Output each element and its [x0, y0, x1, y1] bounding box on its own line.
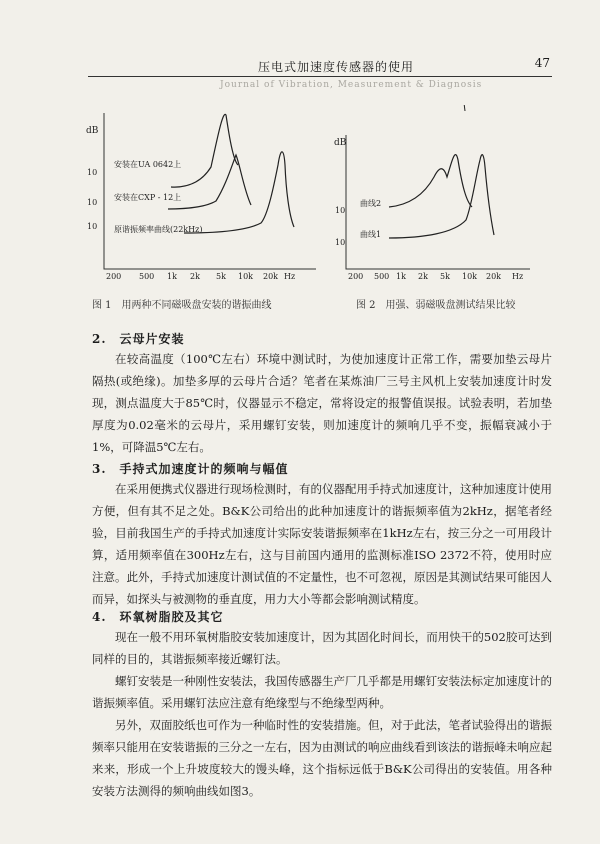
- paragraph: 另外，双面胶纸也可作为一种临时性的安装措施。但，对于此法，笔者试验得出的谐振频率只能用在安装谐振的三分之一左右，因为由测试的响应曲线看到该法的谐振峰未响应起来来，形成一个上升坡度较大的馒头峰，这个指标远低于B&K公司得出的安装值。用各种安装方法测得的频响曲线如图3。: [92, 718, 552, 798]
- figure-1-xtick: 2k: [190, 272, 200, 281]
- figure-2-xtick: 10k: [462, 272, 478, 281]
- figure-1-curve-label: 安装在UA 0642上: [114, 160, 182, 169]
- bleed-through-text: Journal of Vibration, Measurement & Diagnosis: [220, 80, 483, 90]
- figure-2-curve-label: 曲线2: [360, 199, 382, 208]
- figure-2-xtick: 1k: [396, 272, 406, 281]
- figure-1-xtick: 200: [106, 272, 122, 281]
- page-number: 47: [534, 56, 550, 70]
- figure-1-curve-label: 原谐振频率曲线(22kHz): [114, 225, 203, 234]
- figure-1-ytick: 10: [87, 222, 98, 231]
- section-body: [92, 348, 552, 458]
- figure-2-caption: 图 2 用强、弱磁吸盘测试结果比较: [356, 300, 516, 311]
- figure-2-ylabel: dB: [334, 138, 347, 148]
- figure-1-ylabel: dB: [86, 126, 99, 136]
- figure-2-xtick: 500: [374, 272, 390, 281]
- figure-2-xtick: 200: [348, 272, 364, 281]
- figure-2: [334, 105, 534, 285]
- figure-2-ytick: 10: [335, 206, 346, 215]
- figure-1-xtick: 20k: [263, 272, 279, 281]
- figure-2-xtick: 20k: [486, 272, 502, 281]
- figure-2-xtick: 5k: [440, 272, 450, 281]
- figure-1: [86, 105, 318, 285]
- section-heading: 3. 手持式加速度计的频响与幅值: [92, 462, 289, 476]
- figure-1-ytick: 10: [87, 198, 98, 207]
- section-body: [92, 478, 552, 610]
- paragraph: 在较高温度（100℃左右）环境中测试时，为使加速度计正常工作，需要加垫云母片隔热(或绝缘)。加垫多厚的云母片合适？笔者在某炼油厂三号主风机上安装加速度计时发现，测点温度大于85℃时，仪器显示不稳定，常将设定的报警值误报。试验表明，若加垫厚度为0.02毫米的云母片，采用螺钉安装，则加速度计的频响几乎不变，振幅衰减小于1%，可降温5℃左右。: [92, 352, 552, 454]
- paragraph: 螺钉安装是一种刚性安装法，我国传感器生产厂几乎都是用螺钉安装法标定加速度计的谐振频率值。采用螺钉法应注意有绝缘型与不绝缘型两种。: [92, 674, 552, 710]
- running-title: 压电式加速度传感器的使用: [258, 60, 415, 74]
- section-heading: 4. 环氧树脂胶及其它: [92, 610, 224, 624]
- figure-1-xtick: Hz: [284, 272, 296, 281]
- figure-1-xtick: 10k: [238, 272, 254, 281]
- figure-1-ytick: 10: [87, 168, 98, 177]
- figure-1-curve-label: 安装在CXP - 12上: [114, 193, 182, 202]
- figure-1-xtick: 500: [139, 272, 155, 281]
- figure-1-axes: [104, 113, 316, 269]
- running-header: [88, 54, 552, 77]
- figure-2-curve-1: [389, 155, 494, 238]
- section-body: [92, 626, 552, 802]
- figure-1-xtick: 5k: [216, 272, 226, 281]
- figure-2-xtick: 2k: [418, 272, 428, 281]
- figure-2-mark: [464, 105, 465, 111]
- figure-1-caption: 图 1 用两种不同磁吸盘安装的谐振曲线: [92, 300, 272, 311]
- figure-2-curve-2: [389, 155, 472, 207]
- paragraph: 现在一般不用环氧树脂胶安装加速度计，因为其固化时间长，而用快干的502胶可达到同样的目的，其谐振频率接近螺钉法。: [92, 630, 552, 666]
- section-heading: 2. 云母片安装: [92, 332, 185, 346]
- figure-2-ytick: 10: [335, 238, 346, 247]
- figure-2-curve-label: 曲线1: [360, 230, 382, 239]
- figure-1-xtick: 1k: [167, 272, 177, 281]
- paragraph: 在采用便携式仪器进行现场检测时，有的仪器配用手持式加速度计，这种加速度计使用方便，但有其不足之处。B&K公司给出的此种加速度计的谐振频率值为2kHz，据笔者经验，目前我国生产的手持式加速度计实际安装谐振频率在1kHz左右，按三分之一可用段计算，适用频率值在300Hz左右，这与目前国内通用的监测标准ISO 2372不符，使用时应注意。此外，手持式加速度计测试值的不定量性，也不可忽视，原因是其测试结果可能因人而异，如探头与被测物的垂直度，用力大小等都会影响测试精度。: [92, 482, 552, 606]
- figure-2-xtick: Hz: [512, 272, 524, 281]
